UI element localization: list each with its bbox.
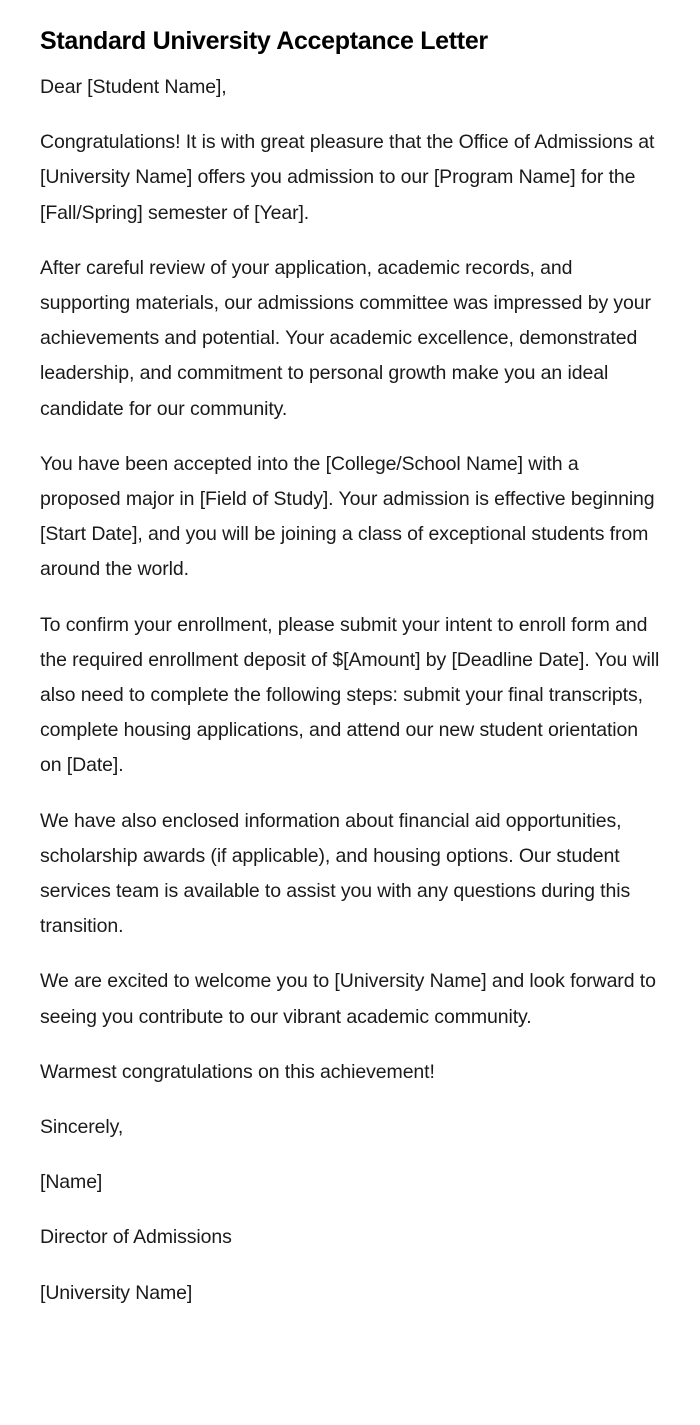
signature-role: Director of Admissions — [40, 1226, 232, 1249]
signature-organization: [University Name] — [40, 1281, 193, 1304]
paragraph-review: After careful review of your application, academic records, and supporting materials, our admissions committee was impressed by your achievements and potential. Your academic excellence, demonstrated leadership, and commitment to personal growth make you an ideal candidate for our community. — [40, 256, 651, 420]
paragraph-welcome: We are excited to welcome you to [University Name] and look forward to seeing you contribute to our vibrant academic community. — [40, 970, 656, 1028]
paragraph-acceptance-details: You have been accepted into the [College/School Name] with a proposed major in [Field of Study]. Your admission is effective beginning [Start Date], and you will be joining a class of exceptional students from around the world. — [40, 452, 655, 581]
paragraph-enrollment-steps: To confirm your enrollment, please submit your intent to enroll form and the required enrollment deposit of $[Amount] by [Deadline Date]. You will also need to complete the following steps: submit your final transcripts, complete housing applications, and attend our new student orientation on [Date]. — [40, 613, 660, 777]
signature-name: [Name] — [40, 1171, 103, 1194]
closing: Sincerely, — [40, 1116, 124, 1139]
paragraph-final-congrats: Warmest congratulations on this achievement! — [40, 1060, 435, 1083]
salutation: Dear [Student Name], — [40, 76, 227, 98]
paragraph-congratulations: Congratulations! It is with great pleasure that the Office of Admissions at [University Name] offers you admission to our [Program Name] for the [Fall/Spring] semester of [Year]. — [40, 131, 655, 224]
letter-title: Standard University Acceptance Letter — [40, 27, 488, 55]
paragraph-enclosed-info: We have also enclosed information about financial aid opportunities, scholarship awards (if applicable), and housing options. Our student services team is available to assist you with any questions during this transition. — [40, 809, 631, 938]
